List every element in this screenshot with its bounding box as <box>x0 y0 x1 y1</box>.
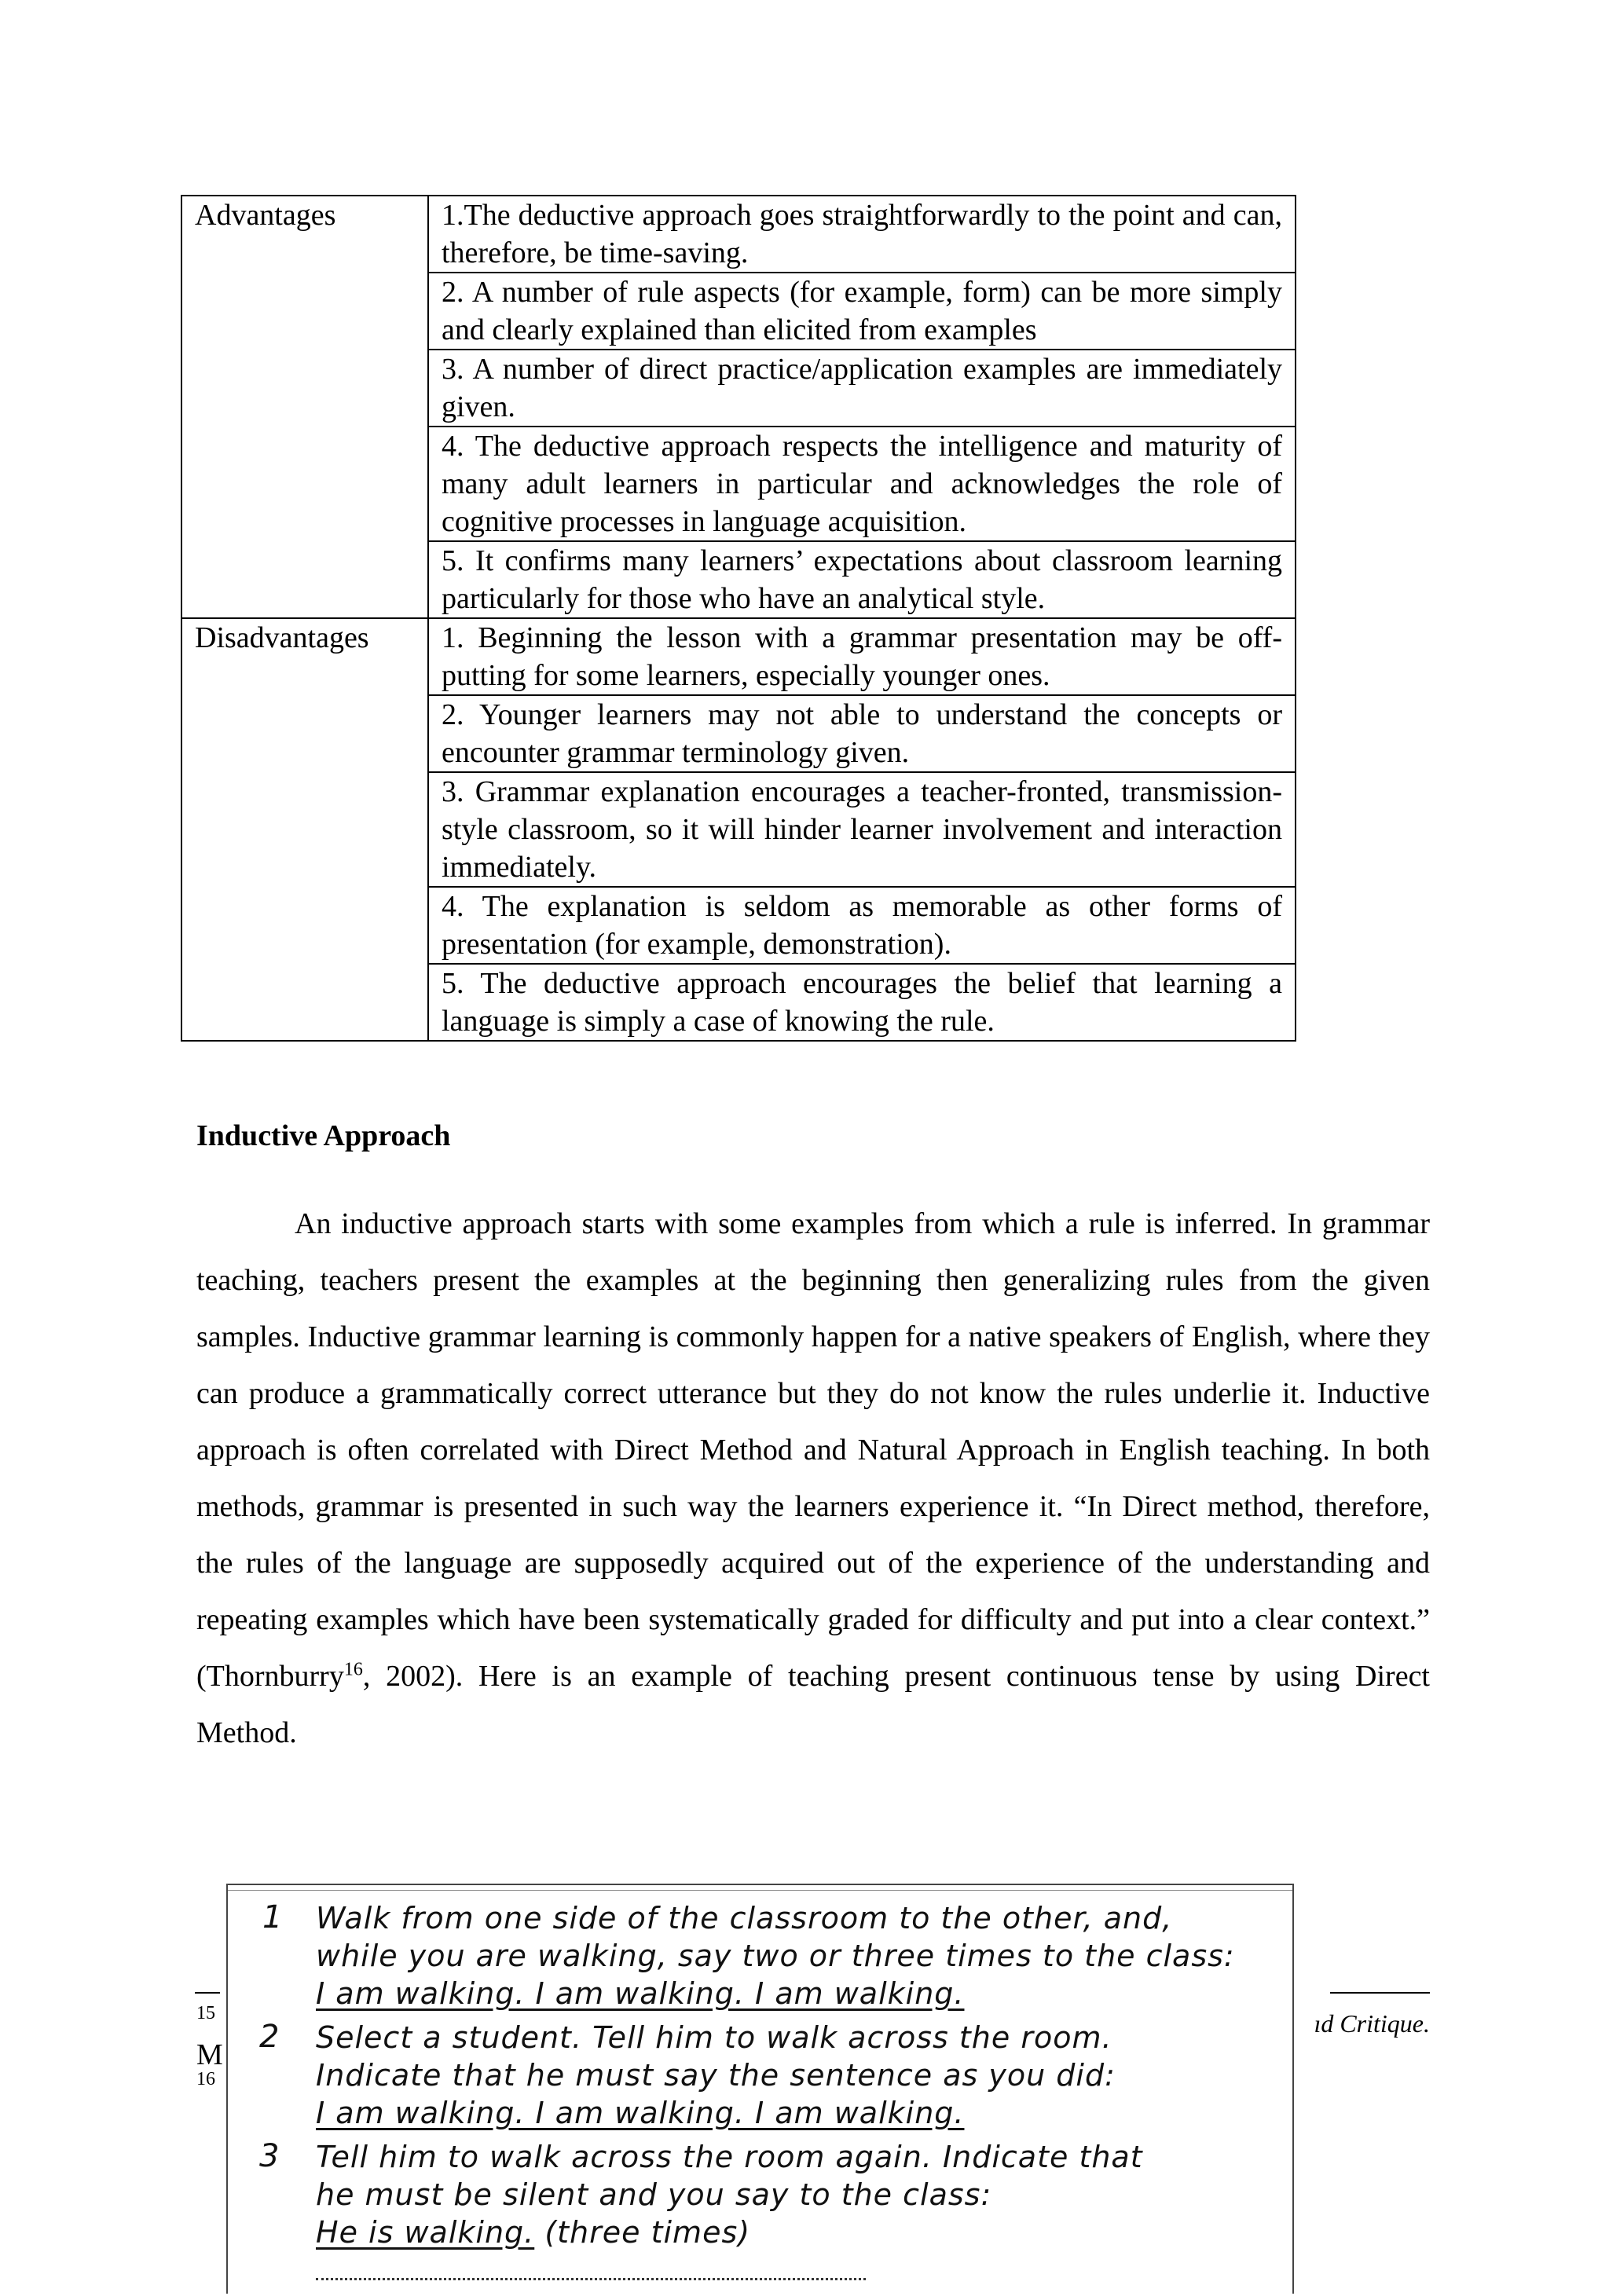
section-heading: Inductive Approach <box>196 1119 451 1152</box>
footnote-fragment-right: ıd Critique. <box>1314 2009 1430 2038</box>
step-3-line-1: Tell him to walk across the room again. Indicate that <box>316 2140 1143 2174</box>
step-2-example <box>316 2094 964 2132</box>
step-3-example <box>316 2214 750 2251</box>
footnote-separator-right <box>1330 1992 1430 1994</box>
advantage-item-4: 4. The deductive approach respects the intelligence and maturity of many adult learners in particular and acknowledges the role of cognitive processes in language acquisition. <box>428 427 1296 541</box>
step-number-2: 2 <box>259 2019 280 2055</box>
advantage-item-5: 5. It confirms many learners’ expectations about classroom learning particularly for those who have an analytical style. <box>428 541 1296 618</box>
disadvantage-item-4: 4. The explanation is seldom as memorable as other forms of presentation (for example, demonstration). <box>428 887 1296 964</box>
paragraph-text-end: , 2002). Here is an example of teaching present continuous tense by using Direct Method. <box>196 1660 1430 1749</box>
table-row <box>181 618 1296 695</box>
advantage-item-3: 3. A number of direct practice/application examples are immediately given. <box>428 350 1296 427</box>
paragraph-text: An inductive approach starts with some examples from which a rule is inferred. In grammar teaching, teachers present the examples at the beginning then generalizing rules from the given samples. Inductive grammar learning is commonly happen for a native speakers of English, where they can produce a grammatically correct utterance but they do not know the rules underlie it. Inductive approach is often correlated with Direct Method and Natural Approach in English teaching. In both methods, grammar is presented in such way the learners experience it. “In Direct method, therefore, the rules of the language are supposedly acquired out of the experience of the understanding and repeating examples which have been systematically graded for difficulty and put into a clear context.” (Thornburry <box>196 1207 1430 1693</box>
footnote-reference: 16 <box>343 1659 363 1680</box>
deductive-approach-table <box>181 195 1296 1042</box>
step-number-3: 3 <box>259 2138 280 2174</box>
handwritten-example-figure <box>226 1884 1294 2294</box>
step-2-example-text: I am walking. I am walking. I am walking. <box>316 2096 965 2130</box>
step-3-line-2: he must be silent and you say to the class: <box>316 2177 992 2212</box>
step-1-line-1: Walk from one side of the classroom to the other, and, <box>316 1901 1173 1935</box>
footnote-number-15: 15 <box>196 2003 215 2023</box>
footnote-separator-left <box>195 1992 220 1994</box>
step-1-example <box>316 1975 964 2012</box>
disadvantage-item-3: 3. Grammar explanation encourages a teacher-fronted, transmission-style classroom, so it will hinder learner involvement and interaction immediately. <box>428 772 1296 887</box>
disadvantage-item-1: 1. Beginning the lesson with a grammar presentation may be off-putting for some learners, especially younger ones. <box>428 618 1296 695</box>
footnote-fragment-m: M <box>196 2038 223 2071</box>
step-1-line-2: while you are walking, say two or three times to the class: <box>316 1939 1235 1973</box>
table-row <box>181 196 1296 273</box>
body-paragraph <box>196 1196 1430 1761</box>
advantage-item-1: 1.The deductive approach goes straightforwardly to the point and can, therefore, be time-saving. <box>428 196 1296 273</box>
disadvantages-label: Disadvantages <box>181 618 428 1041</box>
figure-border-line <box>228 1890 1292 1891</box>
step-2-line-1: Select a student. Tell him to walk across the room. <box>316 2020 1112 2055</box>
step-2-line-2: Indicate that he must say the sentence as you did: <box>316 2058 1116 2093</box>
advantages-label: Advantages <box>181 196 428 618</box>
step-1-example-text: I am walking. I am walking. I am walking. <box>316 1976 965 2011</box>
step-3-example-text: He is walking. <box>316 2215 535 2250</box>
disadvantage-item-2: 2. Younger learners may not able to understand the concepts or encounter grammar terminology given. <box>428 695 1296 772</box>
footnote-number-16: 16 <box>196 2069 215 2089</box>
advantage-item-2: 2. A number of rule aspects (for example, form) can be more simply and clearly explained than elicited from examples <box>428 273 1296 350</box>
step-3-example-suffix: (three times) <box>534 2215 751 2250</box>
cut-off-handwriting <box>316 2278 866 2296</box>
disadvantage-item-5: 5. The deductive approach encourages the belief that learning a language is simply a case of knowing the rule. <box>428 964 1296 1041</box>
step-number-1: 1 <box>262 1899 284 1935</box>
